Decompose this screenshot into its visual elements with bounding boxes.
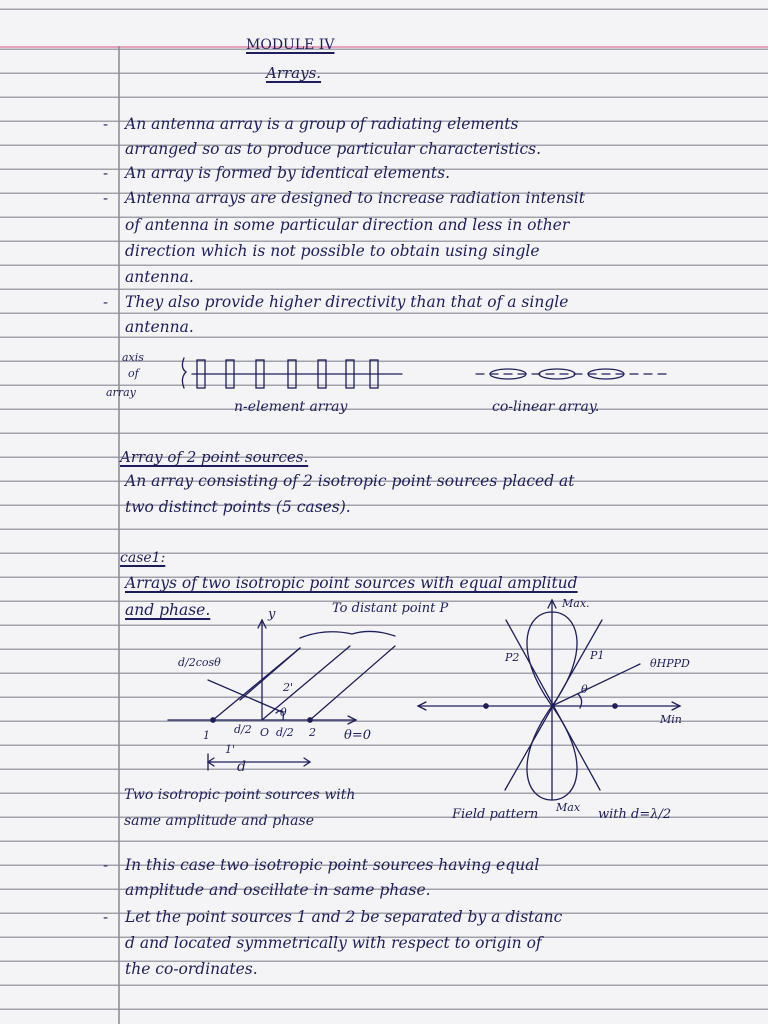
distance-d-label: d [237, 759, 246, 775]
axis-label: array [106, 386, 136, 399]
text-line: Antenna arrays are designed to increase radiation intensit [125, 189, 585, 207]
text-line: An array consisting of 2 isotropic point sources placed at [125, 472, 575, 490]
path-difference-label: d/2cosθ [178, 656, 221, 669]
text-line: arranged so as to produce particular characteristics. [125, 140, 542, 158]
y-axis-label: y [268, 607, 276, 622]
n-element-array-label: n-element array [234, 399, 348, 415]
text-line: d and located symmetrically with respect to origin of [125, 934, 542, 952]
case-label: case1: [120, 550, 166, 566]
pattern-theta-label: θ [581, 683, 588, 696]
case-title-line: Arrays of two isotropic point sources with equal amplitud [125, 574, 578, 592]
half-d-right-label: d/2 [276, 726, 294, 739]
point-2-prime-label: 2' [283, 681, 294, 694]
text-line: In this case two isotropic point sources having equal [125, 856, 540, 874]
bullet-dash: - [103, 856, 109, 874]
text-line: direction which is not possible to obtain using single [125, 242, 540, 260]
field-pattern-caption: Field pattern [452, 807, 539, 822]
text-line: amplitude and oscillate in same phase. [125, 881, 431, 899]
text-line: the co-ordinates. [125, 960, 258, 978]
field-pattern-figure [418, 597, 680, 800]
max-top-label: Max. [562, 597, 590, 610]
point-1-prime-label: 1' [225, 743, 236, 756]
section-heading: Array of 2 point sources. [120, 448, 309, 466]
colinear-array-sketch [476, 369, 672, 379]
point-1-label: 1 [203, 729, 210, 742]
p2-label: P2 [505, 651, 520, 664]
origin-label: O [260, 726, 270, 739]
colinear-array-label: co-linear array. [492, 399, 600, 415]
max-bottom-label: Max [556, 801, 581, 814]
theta-zero-label: θ=0 [344, 728, 371, 743]
n-element-array-sketch [182, 358, 402, 388]
figure-caption-line: same amplitude and phase [124, 813, 314, 829]
bullet-dash: - [103, 293, 109, 311]
module-heading: MODULE IV [246, 37, 335, 53]
text-line: Let the point sources 1 and 2 be separated by a distanc [125, 908, 563, 926]
text-line: antenna. [125, 318, 194, 336]
text-line: two distinct points (5 cases). [125, 498, 351, 516]
theta-hppd-label: θHPPD [650, 657, 690, 670]
axis-label: of [128, 367, 139, 380]
text-line: antenna. [125, 268, 194, 286]
page-title: Arrays. [266, 64, 322, 82]
case-title-line: and phase. [125, 601, 211, 619]
field-pattern-condition: with d=λ/2 [598, 807, 672, 822]
geometry-figure [168, 620, 395, 770]
point-2-label: 2 [309, 726, 316, 739]
figure-caption-line: Two isotropic point sources with [124, 787, 356, 803]
text-line: An array is formed by identical elements. [125, 164, 451, 182]
distant-point-label: To distant point P [332, 601, 449, 616]
bullet-dash: - [103, 115, 109, 133]
min-label: Min [660, 713, 682, 726]
p1-label: P1 [590, 649, 605, 662]
axis-label: axis [122, 351, 144, 364]
text-line: of antenna in some particular direction and less in other [125, 216, 570, 234]
bullet-dash: - [103, 164, 109, 182]
theta-label: θ [280, 706, 287, 719]
text-line: An antenna array is a group of radiating elements [125, 115, 519, 133]
bullet-dash: - [103, 908, 109, 926]
half-d-left-label: d/2 [234, 723, 252, 736]
bullet-dash: - [103, 189, 109, 207]
text-line: They also provide higher directivity than that of a single [125, 293, 569, 311]
